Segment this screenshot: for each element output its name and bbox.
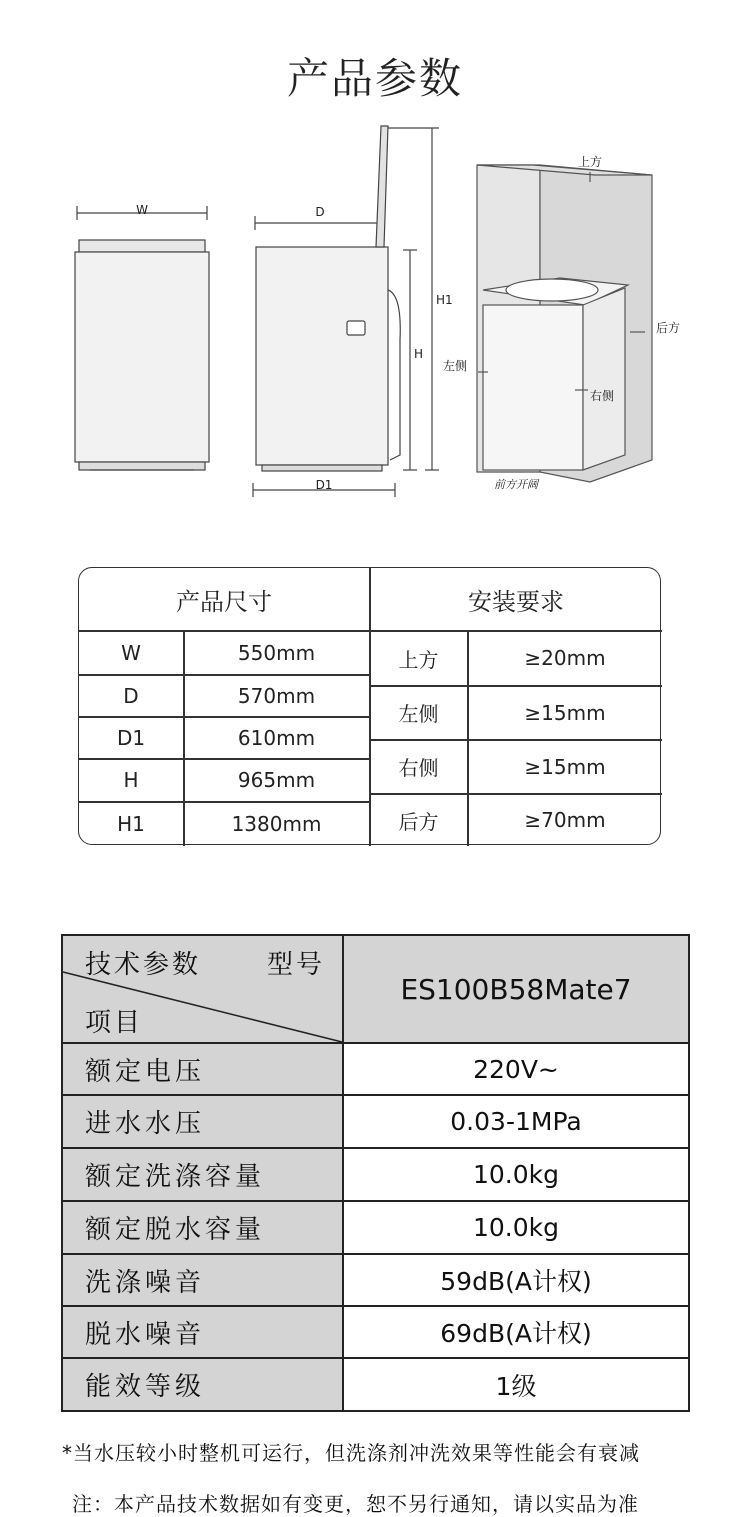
spec-header-corner xyxy=(63,936,342,1042)
install-value-right: ≥15mm xyxy=(524,754,606,779)
height-label: H xyxy=(414,347,424,361)
height-total-label: H1 xyxy=(436,293,453,307)
spec-row xyxy=(63,1253,688,1305)
dim-key-w: W xyxy=(121,641,141,665)
install-right-label: 右侧 xyxy=(590,389,615,403)
spec-label: 额定脱水容量 xyxy=(63,1202,342,1253)
install-key-right: 右侧 xyxy=(398,756,439,780)
spec-change-note: 注：本产品技术数据如有变更，恕不另行通知，请以实品为准 xyxy=(72,1492,639,1516)
install-top-label: 上方 xyxy=(578,155,603,169)
spec-row xyxy=(63,1094,688,1147)
spec-row xyxy=(63,1147,688,1200)
dimensions-table xyxy=(78,567,661,845)
install-key-top: 上方 xyxy=(398,647,439,672)
dim-value-d1: 610mm xyxy=(237,725,316,750)
dim-key-h: H xyxy=(123,768,139,792)
dim-value-h: 965mm xyxy=(237,768,316,792)
spec-value: 0.03-1MPa xyxy=(450,1107,582,1136)
spec-value: 69dB(A计权) xyxy=(440,1319,592,1348)
install-header: 安装要求 xyxy=(468,587,564,616)
spec-label: 脱水噪音 xyxy=(63,1307,342,1357)
water-pressure-note: *当水压较小时整机可运行，但洗涤剂冲洗效果等性能会有衰减 xyxy=(62,1441,640,1465)
spec-value: 59dB(A计权) xyxy=(440,1267,592,1296)
dim-value-d: 570mm xyxy=(237,683,316,708)
spec-value: 10.0kg xyxy=(472,1160,559,1189)
spec-row xyxy=(63,1305,688,1357)
spec-label: 额定电压 xyxy=(63,1044,342,1094)
dim-key-h1: H1 xyxy=(117,812,145,836)
install-back-label: 后方 xyxy=(656,321,681,335)
page-title: 产品参数 xyxy=(286,54,463,103)
spec-value: 1级 xyxy=(495,1371,537,1401)
install-value-top: ≥20mm xyxy=(524,646,606,670)
install-value-back: ≥70mm xyxy=(524,808,606,832)
install-value-left: ≥15mm xyxy=(524,700,606,725)
dimension-diagram xyxy=(0,110,750,510)
dim-value-h1: 1380mm xyxy=(231,812,322,836)
side-view-drawing xyxy=(253,126,439,497)
spec-row xyxy=(63,1042,688,1094)
dim-value-w: 550mm xyxy=(237,641,316,665)
spec-label: 额定洗涤容量 xyxy=(63,1149,342,1200)
front-view-drawing xyxy=(75,206,209,470)
front-width-label: W xyxy=(136,203,148,217)
install-key-left: 左侧 xyxy=(398,702,439,726)
dim-key-d1: D1 xyxy=(116,725,146,750)
spec-label: 洗涤噪音 xyxy=(63,1255,342,1305)
dimensions-header: 产品尺寸 xyxy=(176,587,272,616)
spec-header-bottom-left: 项目 xyxy=(85,1008,144,1038)
install-front-label: 前方开阔 xyxy=(494,478,538,491)
spec-value: 220V~ xyxy=(473,1054,559,1084)
side-depth-label: D xyxy=(315,205,325,219)
spec-header-row xyxy=(63,936,688,1042)
spec-model: ES100B58Mate7 xyxy=(344,936,688,1042)
spec-label: 进水水压 xyxy=(63,1096,342,1147)
spec-header-top-left: 技术参数 xyxy=(85,950,202,980)
side-depth-total-label: D1 xyxy=(315,478,333,492)
tech-spec-table xyxy=(61,934,690,1412)
dim-key-d: D xyxy=(123,683,139,708)
install-clearance-drawing xyxy=(477,165,652,482)
spec-row xyxy=(63,1357,688,1410)
install-key-back: 后方 xyxy=(398,809,439,834)
spec-row xyxy=(63,1200,688,1253)
spec-label: 能效等级 xyxy=(63,1359,342,1410)
spec-value: 10.0kg xyxy=(472,1213,559,1242)
install-left-label: 左侧 xyxy=(443,359,468,373)
spec-header-top-right: 型号 xyxy=(267,950,326,980)
